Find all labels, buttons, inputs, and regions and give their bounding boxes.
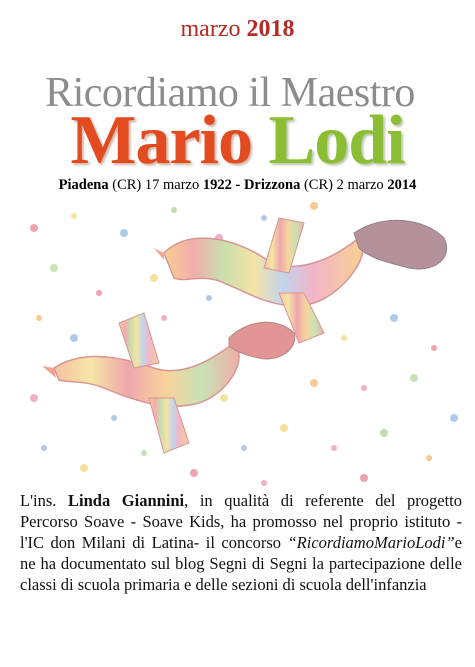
child-drawing-birds: [14, 198, 464, 488]
lower-bird: [42, 313, 295, 453]
date-separator: -: [235, 177, 241, 193]
first-name: Mario: [70, 102, 252, 179]
upper-bird: [154, 218, 447, 343]
contest-name: “RicordiamoMarioLodi”: [287, 533, 455, 552]
birth-place: Piadena: [58, 177, 109, 193]
paragraph-text-1: , in qualità di referente del progetto Percorso Soave - Soave Kids, ha promosso nel proprio istituto - l'IC don Milani di Latina- il concorso: [20, 491, 463, 552]
death-place: Drizzona: [243, 177, 301, 193]
name-title: [0, 103, 475, 179]
birth-detail: (CR) 17 marzo: [112, 177, 200, 193]
paragraph-text-2: e ne ha documentato sul blog Segni di Segni la partecipazione delle classi di scuola primaria e delle sezioni di scuola dell'infanzia: [20, 533, 462, 594]
teacher-name: Linda Giannini: [68, 491, 185, 510]
issue-month: marzo: [180, 16, 241, 42]
death-detail: (CR) 2 marzo: [303, 177, 384, 193]
life-dates: [0, 177, 475, 194]
issue-date: [0, 16, 475, 43]
death-year: 2014: [387, 177, 417, 193]
intro-text: L'ins.: [20, 491, 57, 510]
article-paragraph: [20, 490, 462, 595]
issue-year: 2018: [246, 16, 295, 42]
headline: Ricordiamo il Maestro: [45, 70, 415, 116]
last-name: Lodi: [268, 102, 405, 179]
birth-year: 1922: [202, 177, 232, 193]
